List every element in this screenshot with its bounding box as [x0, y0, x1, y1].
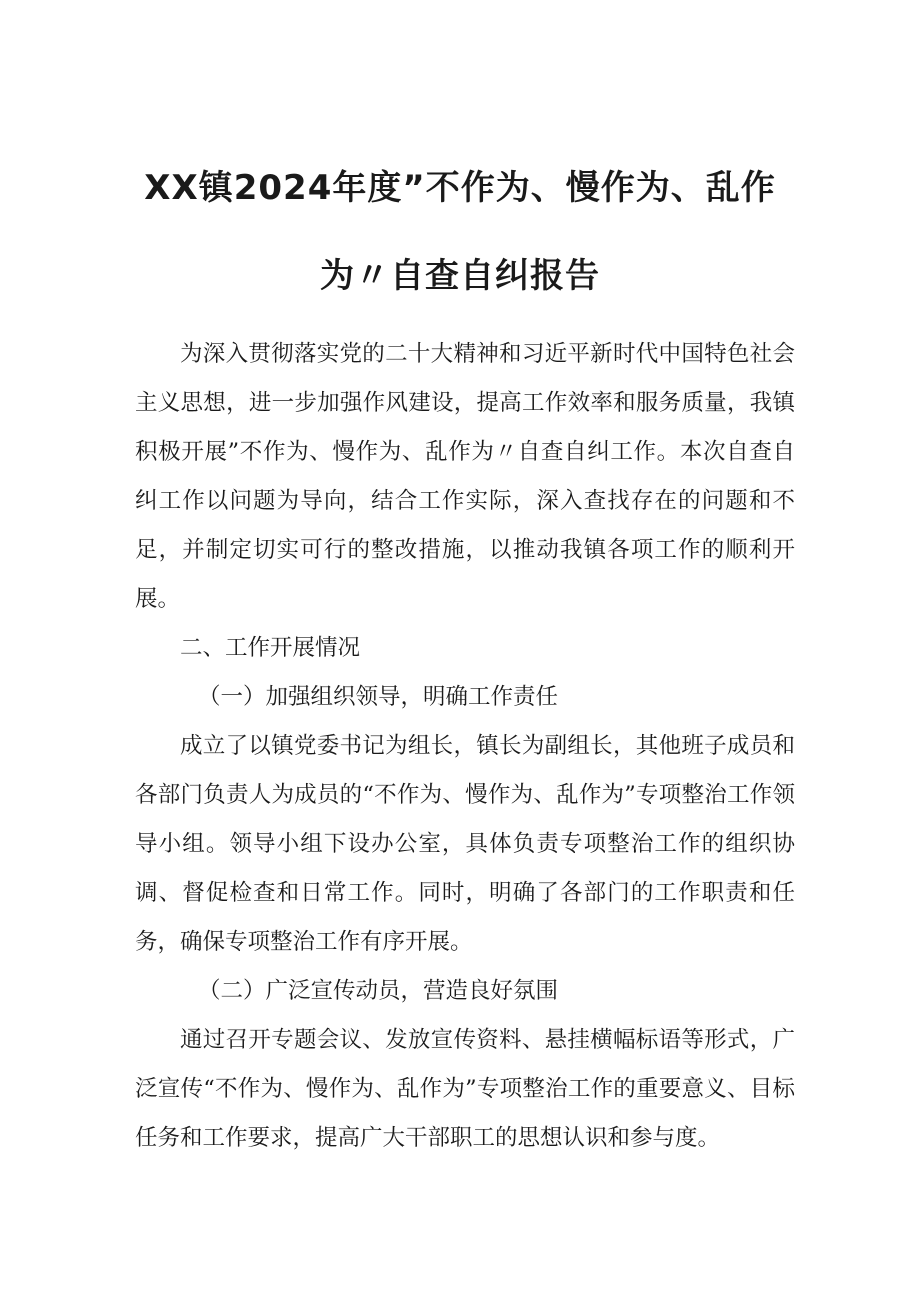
subsection-heading-2: （二）广泛宣传动员，营造良好氛围 — [198, 978, 559, 1004]
section-heading-work-progress: 二、工作开展情况 — [180, 635, 361, 661]
document-body — [135, 330, 795, 1163]
document-title-line-1: XX镇2024年度”不作为、慢作为、乱作 — [144, 168, 776, 208]
subsection-heading-1: （一）加强组织领导，明确工作责任 — [198, 684, 559, 710]
body-paragraph-publicity: 通过召开专题会议、发放宣传资料、悬挂横幅标语等形式，广泛宣传“不作为、慢作为、乱作为”专项整治工作的重要意义、目标任务和工作要求，提高广大干部职工的思想认识和参与度。 — [135, 1027, 795, 1151]
document-title-line-2: 为〃自查自纠报告 — [320, 256, 600, 296]
intro-paragraph: 为深入贯彻落实党的二十大精神和习近平新时代中国特色社会主义思想，进一步加强作风建设，提高工作效率和服务质量，我镇积极开展”不作为、慢作为、乱作为〃自查自纠工作。本次自查自纠工作以问题为导向，结合工作实际，深入查找存在的问题和不足，并制定切实可行的整改措施，以推动我镇各项工作的顺利开展。 — [135, 341, 795, 612]
body-paragraph-leadership: 成立了以镇党委书记为组长，镇长为副组长，其他班子成员和各部门负责人为成员的“不作为、慢作为、乱作为”专项整治工作领导小组。领导小组下设办公室，具体负责专项整治工作的组织协调、督促检查和日常工作。同时，明确了各部门的工作职责和任务，确保专项整治工作有序开展。 — [135, 733, 795, 955]
